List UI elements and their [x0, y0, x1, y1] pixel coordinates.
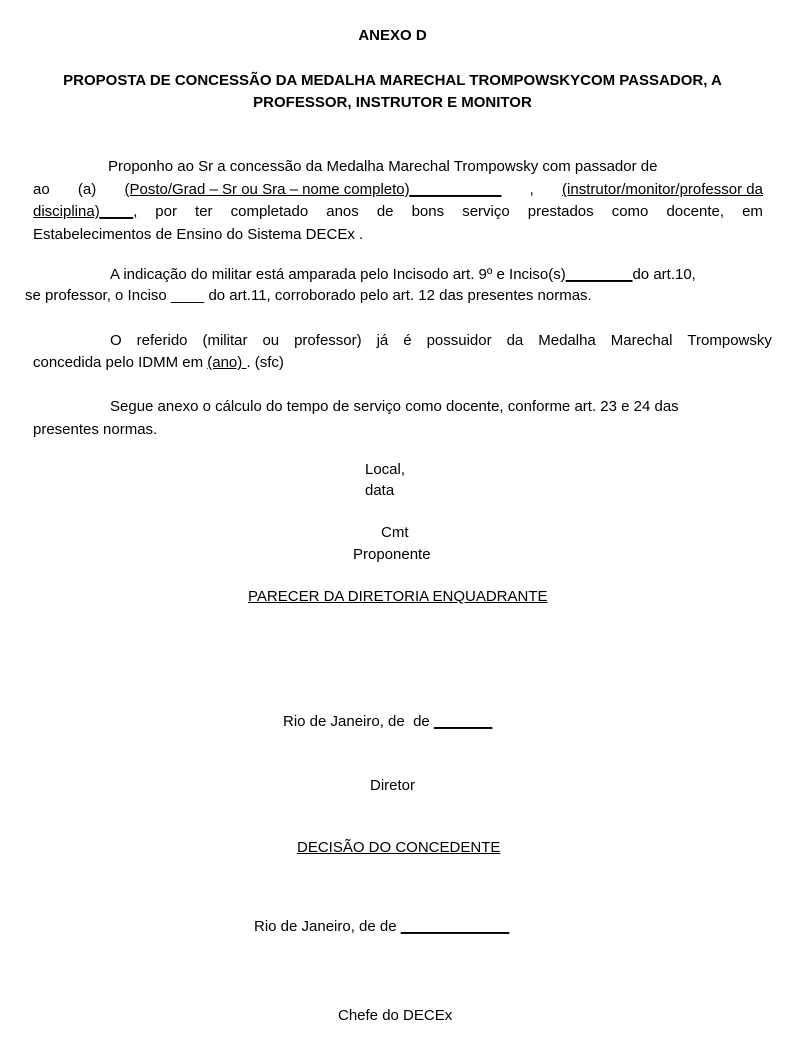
title-line-2: PROFESSOR, INSTRUTOR E MONITOR [253, 94, 532, 111]
p1-word: bons [411, 203, 445, 220]
p1-word: anos [326, 203, 359, 220]
p1-word: de [376, 203, 394, 220]
cmt-label: Cmt [381, 524, 409, 541]
p4-line-1: Segue anexo o cálculo do tempo de serviço como docente, conforme art. 23 e 24 das [110, 398, 679, 415]
p1-line-2 [33, 179, 763, 201]
p3-word: Marechal [610, 332, 673, 349]
p1-word: em [742, 203, 763, 220]
title-line-1: PROPOSTA DE CONCESSÃO DA MEDALHA MARECHAL TROMPOWSKYCOM PASSADOR, A [63, 72, 722, 89]
decisao-place-text: Rio de Janeiro, de de [254, 918, 401, 935]
p3-word: possuidor [426, 332, 492, 349]
p4-line-2: presentes normas. [33, 421, 158, 438]
decisao-place-date [254, 916, 509, 938]
local-label: Local, [365, 461, 406, 478]
parecer-place-date [283, 711, 492, 733]
p2-text-b: do art.10, [632, 266, 696, 283]
p1-line-4: Estabelecimentos de Ensino do Sistema DECEx . [33, 226, 364, 243]
p1-word: prestados [527, 203, 594, 220]
p2-text-a: A indicação do militar está amparada pelo Incisodo art. 9º e Inciso(s) [110, 266, 566, 283]
p3-word: é [403, 332, 412, 349]
p3-line-1 [110, 330, 772, 352]
p2-line-1 [110, 264, 696, 286]
date-label: data [365, 482, 395, 499]
parecer-place-text: Rio de Janeiro, de de [283, 713, 434, 730]
discipline-field: disciplina)____, [33, 203, 138, 220]
p1-word: (a) [77, 181, 97, 198]
p3-text-a: concedida pelo IDMM em [33, 354, 208, 371]
inciso-blank: ________ [565, 266, 633, 283]
p3-word: já [376, 332, 389, 349]
p1-word: , [529, 181, 534, 198]
p1-word: como [611, 203, 649, 220]
p3-text-b: . (sfc) [246, 354, 284, 371]
parecer-heading: PARECER DA DIRETORIA ENQUADRANTE [248, 588, 548, 605]
p1-line-1: Proponho ao Sr a concessão da Medalha Marechal Trompowsky com passador de [108, 158, 658, 175]
p3-word: Medalha [538, 332, 596, 349]
proponent-label: Proponente [353, 546, 431, 563]
decisao-date-blank: _____________ [400, 918, 510, 935]
p3-word: professor) [294, 332, 362, 349]
chefe-label: Chefe do DECEx [338, 1007, 453, 1024]
p3-word: referido [136, 332, 188, 349]
annex-label: ANEXO D [358, 27, 427, 44]
p3-word: da [506, 332, 524, 349]
p3-line-2 [33, 352, 284, 374]
p1-word: ter [195, 203, 213, 220]
role-field: (instrutor/monitor/professor da [562, 181, 763, 198]
p2-line-2: se professor, o Inciso ____ do art.11, corroborado pelo art. 12 das presentes normas. [25, 287, 592, 304]
p1-word: por [155, 203, 177, 220]
p1-word: completado [230, 203, 309, 220]
p3-word: O [110, 332, 122, 349]
diretor-label: Diretor [370, 777, 416, 794]
parecer-date-blank: _______ [433, 713, 493, 730]
p1-word: serviço [462, 203, 510, 220]
p1-word: ao [33, 181, 50, 198]
p3-word: (militar [202, 332, 248, 349]
year-field: (ano) [207, 354, 247, 371]
decisao-heading: DECISÃO DO CONCEDENTE [297, 839, 501, 856]
p3-word: ou [262, 332, 280, 349]
rank-name-field: (Posto/Grad – Sr ou Sra – nome completo)___________ [124, 181, 502, 198]
p1-word: docente, [666, 203, 724, 220]
p1-line-3 [33, 201, 763, 223]
p3-word: Trompowsky [687, 332, 772, 349]
